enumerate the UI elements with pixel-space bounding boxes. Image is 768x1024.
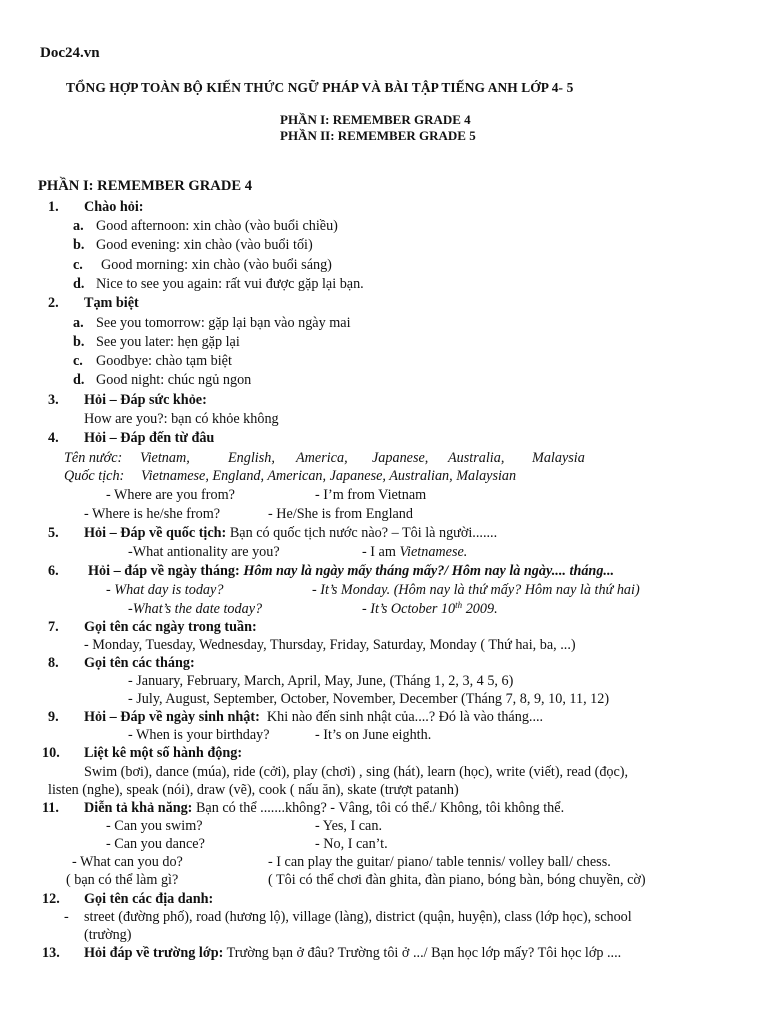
section-number: 1.	[48, 199, 59, 215]
section-number: 10.	[42, 745, 60, 761]
bullet: -	[64, 909, 69, 925]
answer: - I’m from Vietnam	[315, 487, 427, 503]
section-title: Chào hỏi:	[84, 199, 144, 215]
country-name: America,	[296, 450, 348, 466]
answer: - He/She is from England	[268, 506, 413, 522]
answer-prefix: - I am	[362, 544, 396, 560]
list-item: Good evening: xin chào (vào buổi tối)	[96, 237, 313, 253]
section-number: 7.	[48, 619, 59, 635]
list-item: Nice to see you again: rất vui được gặp lại bạn.	[96, 276, 364, 292]
answer	[362, 543, 467, 561]
section-line: Swim (bơi), dance (múa), ride (cởi), play (chơi) , sing (hát), learn (học), write (viết), read (đọc),	[84, 764, 629, 780]
list-marker: b.	[73, 237, 85, 253]
list-item: Good night: chúc ngủ ngon	[96, 372, 252, 388]
toc-item-1: PHẦN I: REMEMBER GRADE 4	[280, 112, 471, 127]
section-line: - Monday, Tuesday, Wednesday, Thursday, Friday, Saturday, Monday ( Thứ hai, ba, ...)	[84, 637, 576, 653]
section-line: - July, August, September, October, November, December (Tháng 7, 8, 9, 10, 11, 12)	[128, 691, 610, 707]
section-description: Bạn có quốc tịch nước nào? – Tôi là người.......	[229, 525, 498, 541]
section-title: Diễn tả khả năng:	[84, 800, 193, 816]
list-marker: c.	[73, 257, 83, 273]
answer	[362, 600, 498, 618]
section-number: 4.	[48, 430, 59, 446]
section-heading-line	[84, 944, 621, 962]
section-line: listen (nghe), speak (nói), draw (vẽ), cook ( nấu ăn), skate (trượt patanh)	[48, 782, 459, 798]
question: - What can you do?	[72, 854, 183, 870]
section-number: 3.	[48, 392, 59, 408]
toc-item-2: PHẦN II: REMEMBER GRADE 5	[280, 128, 476, 143]
list-marker: b.	[73, 334, 85, 350]
section-title: Hỏi – Đáp về ngày sinh nhật:	[84, 709, 260, 725]
list-marker: d.	[73, 276, 85, 292]
answer: - No, I can’t.	[315, 836, 388, 852]
country-name: Malaysia	[532, 450, 585, 466]
section-line: How are you?: bạn có khỏe không	[84, 411, 279, 427]
section-title: Liệt kê một số hành động:	[84, 745, 243, 761]
section-description: Bạn có thể .......không? - Vâng, tôi có thể./ Không, tôi không thể.	[195, 800, 565, 816]
country-name: Vietnam,	[140, 450, 190, 466]
section-heading-line	[84, 799, 564, 817]
section-heading-line	[84, 524, 497, 542]
section-number: 8.	[48, 655, 59, 671]
nationalities-list: Vietnamese, England, American, Japanese, Australian, Malaysian	[141, 468, 517, 484]
section-title: Tạm biệt	[84, 295, 139, 311]
list-marker: a.	[73, 315, 84, 331]
section-title: Hỏi – Đáp về quốc tịch:	[84, 525, 227, 541]
answer: ( Tôi có thể chơi đàn ghita, đàn piano, bóng bàn, bóng chuyền, cờ)	[268, 872, 646, 888]
section-number: 6.	[48, 563, 59, 579]
section-heading-line	[84, 708, 543, 726]
list-item: See you later: hẹn gặp lại	[96, 334, 240, 350]
list-item: See you tomorrow: gặp lại bạn vào ngày mai	[96, 315, 351, 331]
answer: - It’s on June eighth.	[315, 727, 432, 743]
list-item: Good morning: xin chào (vào buổi sáng)	[101, 257, 332, 273]
section-line: (trường)	[84, 927, 132, 943]
list-item: Goodbye: chào tạm biệt	[96, 353, 232, 369]
section-title: Gọi tên các địa danh:	[84, 891, 214, 907]
answer-suffix: 2009.	[465, 601, 498, 617]
list-marker: c.	[73, 353, 83, 369]
list-marker: d.	[73, 372, 85, 388]
question: - When is your birthday?	[128, 727, 270, 743]
question: -What’s the date today?	[128, 601, 263, 617]
section-title: Hỏi – đáp về ngày tháng:	[88, 563, 240, 579]
answer: - Yes, I can.	[315, 818, 382, 834]
list-item: Good afternoon: xin chào (vào buổi chiều)	[96, 218, 338, 234]
section-title: Gọi tên các tháng:	[84, 655, 195, 671]
ordinal-suffix: th	[455, 600, 463, 610]
list-marker: a.	[73, 218, 84, 234]
nationalities-label: Quốc tịch:	[64, 468, 125, 484]
section-title: Gọi tên các ngày trong tuần:	[84, 619, 257, 635]
section-title: Hỏi – Đáp đến từ đâu	[84, 430, 215, 446]
countries-label: Tên nước:	[64, 450, 123, 466]
country-name: Australia,	[448, 450, 505, 466]
answer-prefix: - It’s October 10	[362, 601, 456, 617]
answer: - It’s Monday. (Hôm nay là thứ mấy? Hôm nay là thứ hai)	[312, 582, 640, 598]
question: - Can you swim?	[106, 818, 203, 834]
section-description: Trường bạn ở đâu? Trường tôi ở .../ Bạn học lớp mấy? Tôi học lớp ....	[226, 945, 622, 961]
section-number: 2.	[48, 295, 59, 311]
section-number: 9.	[48, 709, 59, 725]
section-title: Hỏi – Đáp sức khỏe:	[84, 392, 207, 408]
country-name: Japanese,	[372, 450, 429, 466]
question: - Where are you from?	[106, 487, 235, 503]
question: - Can you dance?	[106, 836, 205, 852]
section-number: 12.	[42, 891, 60, 907]
section-title: Hỏi đáp về trường lớp:	[84, 945, 224, 961]
section-description: Khi nào đến sinh nhật của....? Đó là vào tháng....	[266, 709, 544, 725]
section-number: 5.	[48, 525, 59, 541]
question: - Where is he/she from?	[84, 506, 221, 522]
question: ( bạn có thể làm gì?	[66, 872, 179, 888]
question: -What antionality are you?	[128, 544, 280, 560]
answer: - I can play the guitar/ piano/ table tennis/ volley ball/ chess.	[268, 854, 611, 870]
question: - What day is today?	[106, 582, 224, 598]
section-number: 13.	[42, 945, 60, 961]
section-line: street (đường phố), road (hương lộ), village (làng), district (quận, huyện), class (lớp học), school	[84, 909, 632, 925]
section-line: - January, February, March, April, May, June, (Tháng 1, 2, 3, 4 5, 6)	[128, 673, 514, 689]
site-name: Doc24.vn	[40, 45, 100, 61]
country-name: English,	[228, 450, 275, 466]
part-heading: PHẦN I: REMEMBER GRADE 4	[38, 178, 253, 194]
section-description: Hôm nay là ngày mấy tháng mấy?/ Hôm nay là ngày.... tháng...	[243, 563, 615, 579]
section-number: 11.	[42, 800, 59, 816]
document-title: TỔNG HỢP TOÀN BỘ KIẾN THỨC NGỮ PHÁP VÀ BÀI TẬP TIẾNG ANH LỚP 4- 5	[66, 80, 574, 95]
answer-value: Vietnamese.	[399, 544, 468, 560]
section-heading-line	[88, 562, 614, 580]
